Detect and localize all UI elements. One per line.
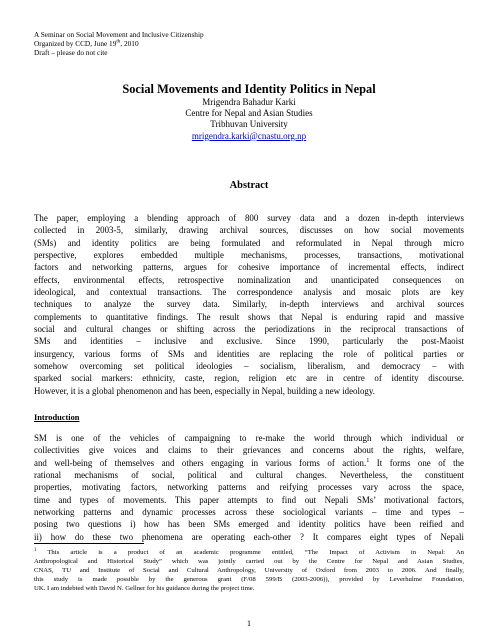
header-date-suffix: th xyxy=(116,38,121,45)
header-line-1: A Seminar on Social Movement and Inclusive Citizenship xyxy=(34,30,204,39)
intro-line-text: It forms one of the xyxy=(369,457,464,468)
abstract-line: collected in 2003-5, similarly, drawing archival sources, discusses on how social movements xyxy=(34,225,464,236)
introduction-body xyxy=(34,432,464,543)
abstract-line: sparked social markers: ethnicity, caste, region, religion etc are in centre of identity discourse. xyxy=(34,373,464,384)
intro-line: time and types of movements. This paper attempts to find out Nepali SMs’ motivational factors, xyxy=(34,494,464,505)
abstract-line: insurgency, various forms of SMs and identities are replacing the role of political parties or xyxy=(34,348,464,359)
seminar-header xyxy=(34,30,204,58)
abstract-line: (SMs) and identity politics are being formulated and reformulated in Nepal through micro xyxy=(34,237,464,248)
abstract-line: complements to quantitative findings. The result shows that Nepal is enduring rapid and massive xyxy=(34,311,464,322)
page-number: 1 xyxy=(246,618,252,628)
introduction-heading-text: Introduction xyxy=(34,413,80,422)
footnote-divider xyxy=(34,543,144,544)
abstract-heading: Abstract xyxy=(229,180,269,191)
intro-line-text: and well-being of themselves and others engaging in various forms of action. xyxy=(34,457,367,468)
abstract-line: effects, environmental effects, retrospective nominalization and unanticipated consequences on xyxy=(34,274,464,285)
abstract-line: The paper, employing a blending approach of 800 survey data and a dozen in-depth interviews xyxy=(34,213,464,223)
footnote-line: this study is made possible by the generous grant (F/08 599/B (2003-2006)), provided by Leverhulme Foundation, xyxy=(34,576,464,584)
paper-title: Social Movements and Identity Politics in Nepal xyxy=(122,82,376,96)
footnote-line xyxy=(34,548,464,557)
footnote-line: Anthropological and Historical Study” which was jointly carried out by the Centre for Nepal and Asian Studies, xyxy=(34,558,464,566)
footnote-line: UK. I am indebted with David N. Gellner for his guidance during the project time. xyxy=(34,585,255,593)
intro-line: ii) how do these two phenomena are operating each-other ? It compares eight types of Nepali xyxy=(34,531,464,542)
header-line-3: Draft – please do not cite xyxy=(34,48,108,58)
author-name: Mrigendra Bahadur Karki xyxy=(202,97,296,107)
title-block xyxy=(34,82,464,142)
header-date: Organized by CCD, June 19 xyxy=(34,39,117,49)
intro-line: rational mechanisms of social, political and cultural changes. Nevertheless, the constituent xyxy=(34,470,464,481)
abstract-line: perspective, explores embedded multiple mechanisms, processes, transactions, motivational xyxy=(34,250,464,261)
abstract-line: social and cultural changes or shifting across the periodizations in the reciprocal transactions of xyxy=(34,324,464,335)
intro-line: SM is one of the vehicles of campaigning to re-make the world through which individual or xyxy=(34,433,464,443)
header-line-2 xyxy=(34,39,204,48)
footnote-line-text: This article is a product of an academic programme entitled, “The Impact of Activism in Nepal: An xyxy=(36,549,464,556)
abstract-line: factors and networking patterns, argues for cohesive importance of incremental effects, indirect xyxy=(34,262,464,273)
abstract-line: somehow overcoming set political ideologies – socialism, liberalism, and democracy – with xyxy=(34,361,464,372)
affiliation-university: Tribhuvan University xyxy=(210,119,288,130)
header-year: , 2010 xyxy=(120,39,139,49)
footnote-marker: 1 xyxy=(34,547,37,553)
intro-line: properties, motivating factors, networking patterns and reifying processes vary across the space, xyxy=(34,482,464,493)
intro-line: posing two questions i) how has been SMs emerged and identity politics have been reified and xyxy=(34,519,464,530)
abstract-body xyxy=(34,212,464,397)
introduction-heading xyxy=(34,413,79,422)
intro-line: collectivities give voices and claims to their grievances and concerns about the rights, welfare, xyxy=(34,445,464,456)
abstract-line: SMs and identities – inclusive and exclusive. Since 1990, particularly the post-Maoist xyxy=(34,336,464,347)
abstract-line: ideological, and contextual transactions. The correspondence analysis and mosaic plots are key xyxy=(34,287,464,298)
abstract-line: However, it is a global phenomenon and has been, especially in Nepal, building a new ideology. xyxy=(34,385,375,396)
footnote-reference[interactable]: 1 xyxy=(366,456,370,464)
footnote xyxy=(34,548,464,593)
footnote-line: CNAS, TU and Institute of Social and Cultural Anthropology, University of Oxford from 2003 to 2006. And finally, xyxy=(34,567,464,575)
intro-line: networking patterns and dynamic processes across these sociological variants – time and types – xyxy=(34,507,464,518)
abstract-line: techniques to analyze the survey data. Similarly, in-depth interviews and archival sources xyxy=(34,299,464,310)
author-email-link[interactable]: mrigendra.karki@cnastu.org.np xyxy=(191,130,307,141)
intro-line xyxy=(34,457,464,469)
affiliation-centre: Centre for Nepal and Asian Studies xyxy=(185,108,313,119)
